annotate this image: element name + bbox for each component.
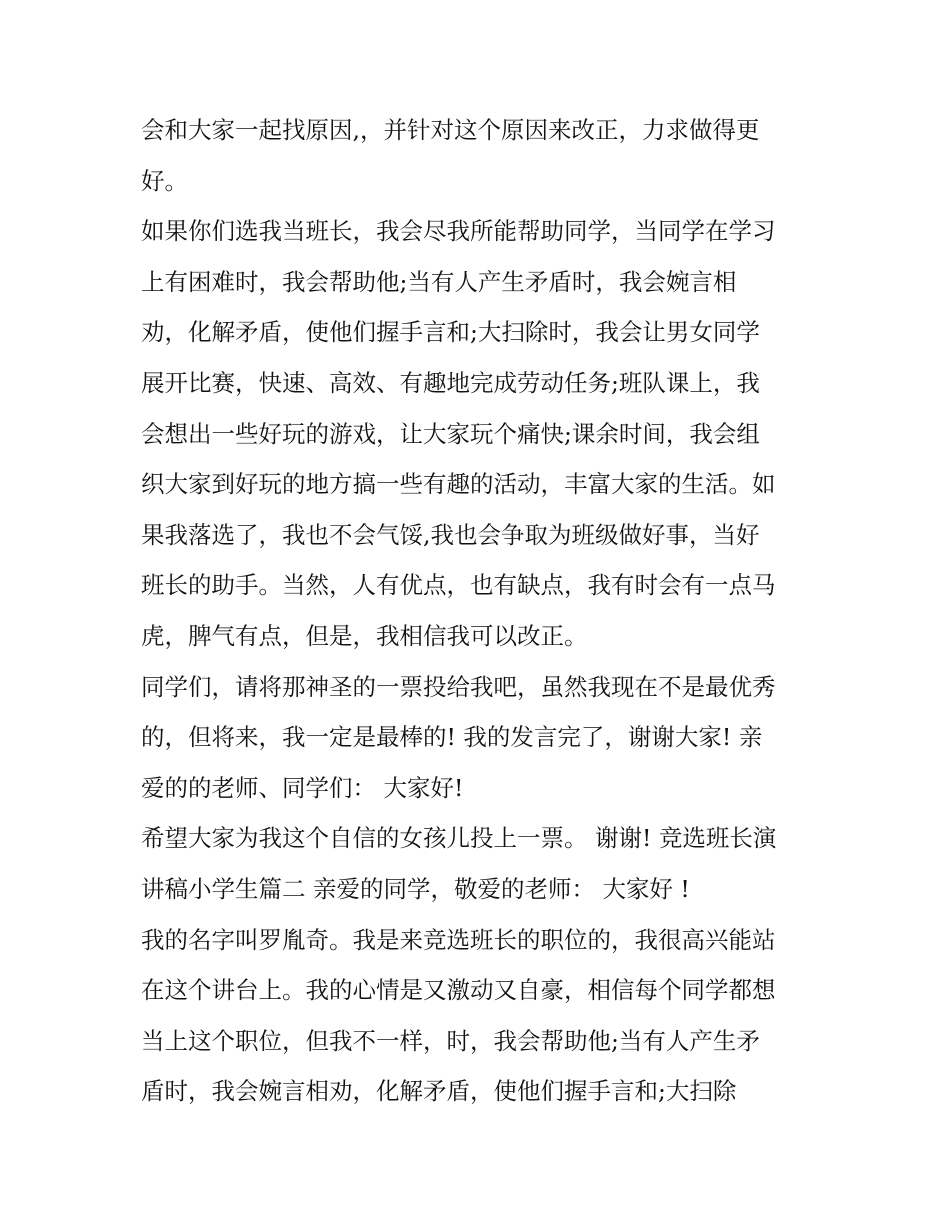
text-line: 班长的助手。当然，人有优点，也有缺点，我有时会有一点马 [141,571,776,599]
text-line: 讲稿小学生篇二 亲爱的同学，敬爱的老师： 大家好 ! [141,875,690,903]
text-line: 展开比赛，快速、高效、有趣地完成劳动任务;班队课上，我 [141,369,760,397]
text-line: 的，但将来，我一定是最棒的! 我的发言完了，谢谢大家! 亲 [141,723,763,751]
text-line: 希望大家为我这个自信的女孩儿投上一票。 谢谢! 竞选班长演 [141,824,777,852]
text-line: 会和大家一起找原因,，并针对这个原因来改正，力求做得更 [141,116,760,144]
text-line: 爱的的老师、同学们： 大家好! [141,774,464,802]
text-line: 如果你们选我当班长，我会尽我所能帮助同学，当同学在学习 [141,217,776,245]
text-line: 当上这个职位，但我不一样，时，我会帮助他;当有人产生矛 [141,1027,760,1055]
text-line: 虎，脾气有点，但是，我相信我可以改正。 [141,622,588,650]
text-line: 上有困难时，我会帮助他;当有人产生矛盾时，我会婉言相 [141,268,737,296]
text-line: 劝，化解矛盾，使他们握手言和;大扫除时，我会让男女同学 [141,318,760,346]
text-line: 果我落选了，我也不会气馁,我也会争取为班级做好事，当好 [141,521,760,549]
text-line: 织大家到好玩的地方搞一些有趣的活动，丰富大家的生活。如 [141,470,776,498]
text-line: 会想出一些好玩的游戏，让大家玩个痛快;课余时间，我会组 [141,420,760,448]
text-line: 好。 [141,167,188,195]
text-line: 在这个讲台上。我的心情是又激动又自豪，相信每个同学都想 [141,976,776,1004]
text-line: 盾时，我会婉言相劝，化解矛盾，使他们握手言和;大扫除 [141,1077,737,1105]
text-line: 同学们，请将那神圣的一票投给我吧，虽然我现在不是最优秀 [141,673,776,701]
text-line: 我的名字叫罗胤奇。我是来竞选班长的职位的，我很高兴能站 [141,926,776,954]
